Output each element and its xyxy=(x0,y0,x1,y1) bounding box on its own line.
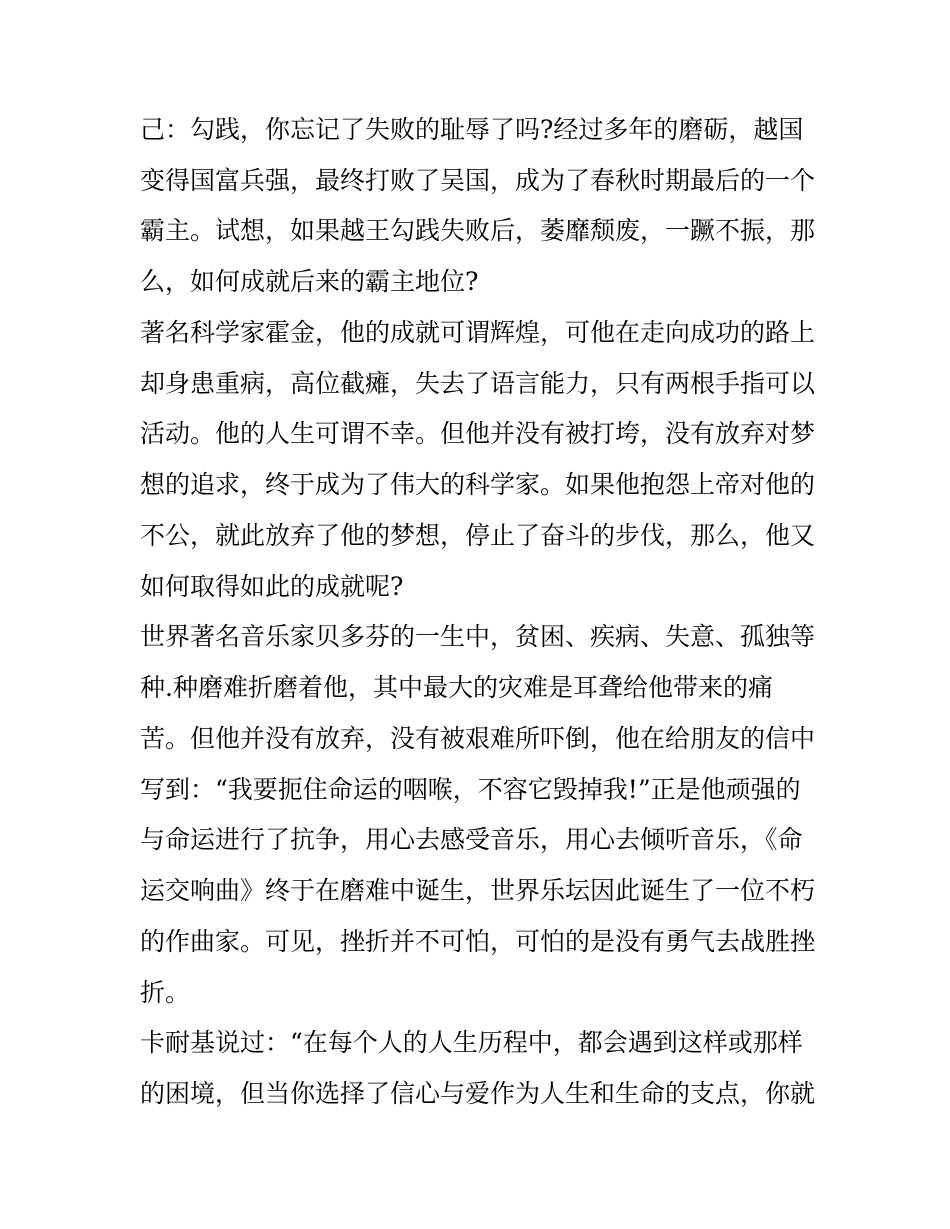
text-line: 种.种磨难折磨着他，其中最大的灾难是耳聋给他带来的痛 xyxy=(140,673,773,702)
text-line: 与命运进行了抗争，用心去感受音乐，用心去倾听音乐，《命 xyxy=(140,825,803,854)
text-line: 己：勾践，你忘记了失败的耻辱了吗?经过多年的磨砺，越国 xyxy=(140,115,804,144)
text-line: 写到：“我要扼住命运的咽喉，不容它毁掉我!”正是他顽强的 xyxy=(140,775,801,804)
text-line: 变得国富兵强，最终打败了吴国，成为了春秋时期最后的一个 xyxy=(140,166,816,195)
text-line: 想的追求，终于成为了伟大的科学家。如果他抱怨上帝对他的 xyxy=(140,470,816,499)
text-line: 著名科学家霍金，他的成就可谓辉煌，可他在走向成功的路上 xyxy=(140,318,816,347)
text-line: 世界著名音乐家贝多芬的一生中，贫困、疾病、失意、孤独等 xyxy=(140,622,816,651)
text-line: 的困境，但当你选择了信心与爱作为人生和生命的支点，你就 xyxy=(140,1079,816,1108)
text-line: 折。 xyxy=(140,978,191,1007)
text-line: 却身患重病，高位截瘫，失去了语言能力，只有两根手指可以 xyxy=(140,369,816,398)
text-line: 活动。他的人生可谓不幸。但他并没有被打垮，没有放弃对梦 xyxy=(140,419,816,448)
text-line: 卡耐基说过：“在每个人的人生历程中，都会遇到这样或那样 xyxy=(140,1028,803,1057)
text-line: 运交响曲》终于在磨难中诞生，世界乐坛因此诞生了一位不朽 xyxy=(140,876,816,905)
text-line: 苦。但他并没有放弃，没有被艰难所吓倒，他在给朋友的信中 xyxy=(140,724,816,753)
text-line: 霸主。试想，如果越王勾践失败后，萎靡颓废，一蹶不振，那 xyxy=(140,216,816,245)
text-line: 如何取得如此的成就呢? xyxy=(140,572,404,601)
text-line: 的作曲家。可见，挫折并不可怕，可怕的是没有勇气去战胜挫 xyxy=(140,927,816,956)
text-line: 么，如何成就后来的霸主地位? xyxy=(140,267,479,296)
text-line: 不公，就此放弃了他的梦想，停止了奋斗的步伐，那么，他又 xyxy=(140,521,816,550)
